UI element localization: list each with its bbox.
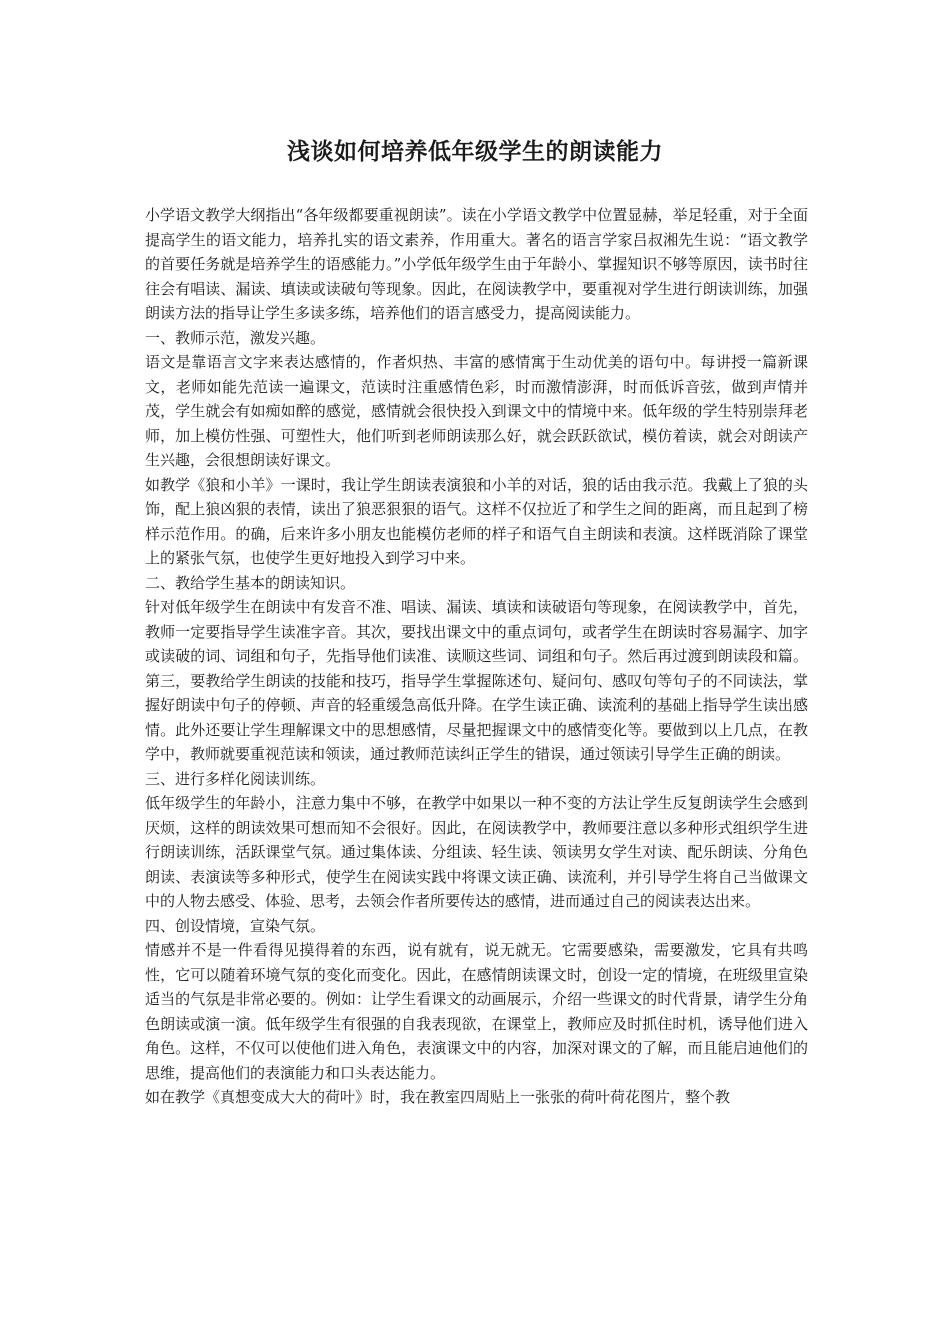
- body-paragraph: 低年级学生的年龄小，注意力集中不够，在教学中如果以一种不变的方法让学生反复朗读学生会感到厌烦，这样的朗读效果可想而知不会很好。因此，在阅读教学中，教师要注意以多种形式组织学生进行朗读训练，活跃课堂气氛。通过集体读、分组读、轻生读、领读男女学生对读、配乐朗读、分角色朗读、表演读等多种形式，使学生在阅读实践中将课文读正确、读流利，并引导学生将自己当做课文中的人物去感受、体验、思考，去领会作者所要传达的感情，进而通过自己的阅读表达出来。: [145, 794, 808, 910]
- document-body: [145, 203, 808, 1110]
- section-heading-4: 四、创设情境，宣染气氛。: [145, 916, 326, 935]
- document-title: 浅谈如何培养低年级学生的朗读能力: [287, 139, 663, 165]
- section-heading-3: 三、进行多样化阅读训练。: [145, 769, 326, 788]
- body-paragraph: 如在教学《真想变成大大的荷叶》时，我在教室四周贴上一张张的荷叶荷花图片，整个教: [145, 1088, 731, 1106]
- body-paragraph: 情感并不是一件看得见摸得着的东西，说有就有，说无就无。它需要感染，需要激发，它具有共鸣性，它可以随着环境气氛的变化而变化。因此，在感情朗读课文时，创设一定的情境，在班级里宣染适当的气氛是非常必要的。例如：让学生看课文的动画展示，介绍一些课文的时代背景，请学生分角色朗读或演一演。低年级学生有很强的自我表现欲，在课堂上，教师应及时抓住时机，诱导他们进入角色。这样，不仅可以使他们进入角色，表演课文中的内容，加深对课文的了解，而且能启迪他们的思维，提高他们的表演能力和口头表达能力。: [145, 941, 808, 1082]
- section-heading-1: 一、教师示范，激发兴趣。: [145, 328, 326, 347]
- body-paragraph: 针对低年级学生在朗读中有发音不准、唱读、漏读、填读和读破语句等现象，在阅读教学中，首先，教师一定要指导学生读准字音。其次，要找出课文中的重点词句，或者学生在朗读时容易漏字、加字或读破的词、词组和句子，先指导他们读准、读顺这些词、词组和句子。然后再过渡到朗读段和篇。第三，要教给学生朗读的技能和技巧，指导学生掌握陈述句、疑问句、感叹句等句子的不同读法，掌握好朗读中句子的停顿、声音的轻重缓急高低升降。在学生读正确、读流利的基础上指导学生读出感情。此外还要让学生理解课文中的思想感情，尽量把握课文中的感情变化等。要做到以上几点，在教学中，教师就要重视范读和领读，通过教师范读纠正学生的错误，通过领读引导学生正确的朗读。: [145, 598, 808, 763]
- intro-paragraph: 小学语文教学大纲指出“各年级都要重视朗读”。读在小学语文教学中位置显赫，举足轻重，对于全面提高学生的语文能力，培养扎实的语文素养，作用重大。著名的语言学家吕叔湘先生说：“语文教学的首要任务就是培养学生的语感能力。”小学低年级学生由于年龄小、掌握知识不够等原因，读书时往往会有唱读、漏读、填读或读破句等现象。因此，在阅读教学中，要重视对学生进行朗读训练，加强朗读方法的指导让学生多读多练，培养他们的语言感受力，提高阅读能力。: [145, 206, 808, 322]
- section-heading-2: 二、教给学生基本的朗读知识。: [145, 573, 356, 592]
- body-paragraph: 如教学《狼和小羊》一课时，我让学生朗读表演狼和小羊的对话，狼的话由我示范。我戴上了狼的头饰，配上狼凶狠的表情，读出了狼恶狠狠的语气。这样不仅拉近了和学生之间的距离，而且起到了榜样示范作用。的确，后来许多小朋友也能模仿老师的样子和语气自主朗读和表演。这样既消除了课堂上的紧张气氛，也使学生更好地投入到学习中来。: [145, 475, 808, 567]
- body-paragraph: 语文是靠语言文字来表达感情的，作者炽热、丰富的感情寓于生动优美的语句中。每讲授一篇新课文，老师如能先范读一遍课文，范读时注重感情色彩，时而激情澎湃，时而低诉音弦，做到声情并茂，学生就会有如痴如醉的感觉，感情就会很快投入到课文中的情境中来。低年级的学生特别崇拜老师，加上模仿性强、可塑性大，他们听到老师朗读那么好，就会跃跃欲试，模仿着读，就会对朗读产生兴趣，会很想朗读好课文。: [145, 353, 808, 469]
